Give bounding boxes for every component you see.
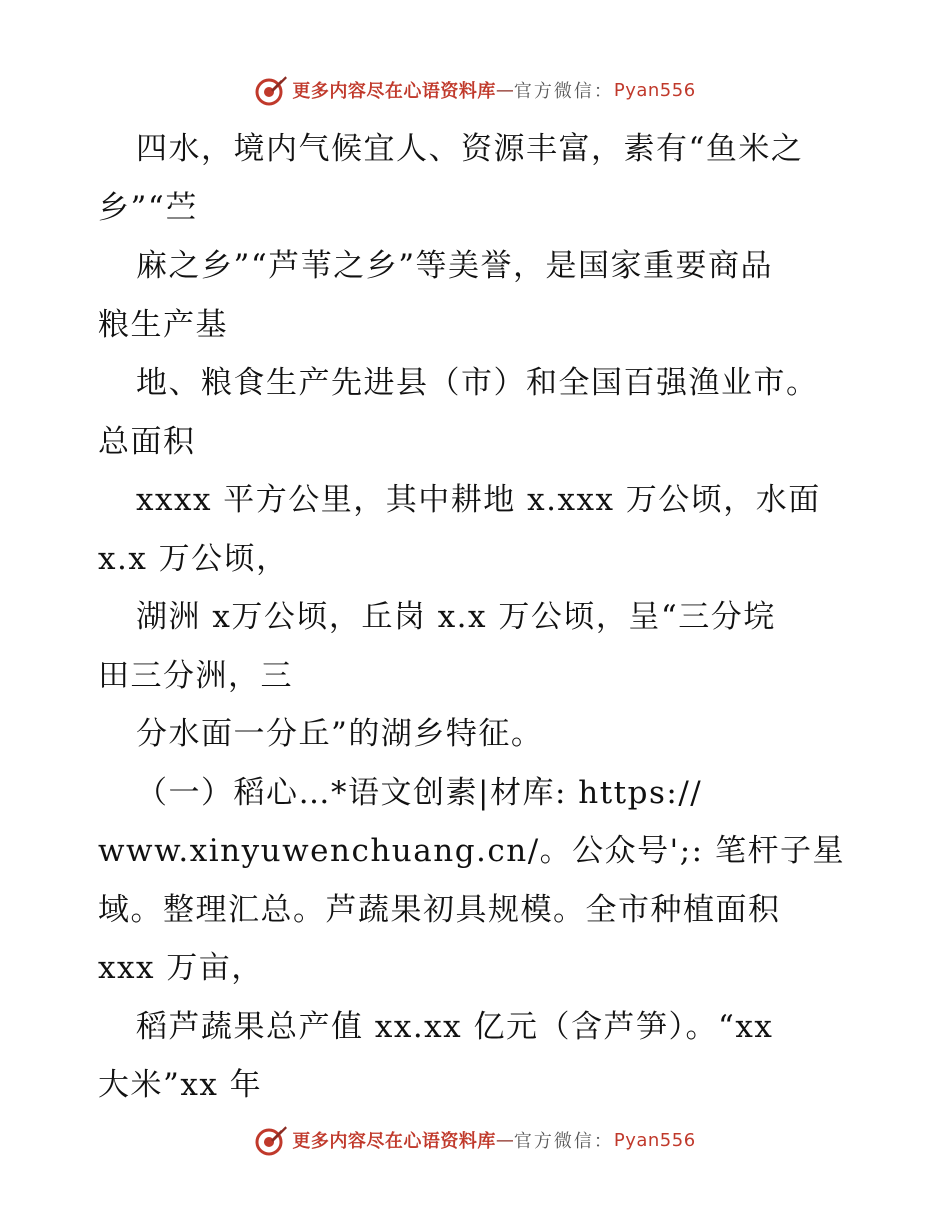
watermark-official-label: 官方微信： (513, 81, 614, 102)
text-line: 稻芦蔬果总产值 xx.xx 亿元（含芦笋）。“xx (136, 1008, 774, 1045)
text-line: 湖洲 x万公顷，丘岗 x.x 万公顷，呈“三分垸 (136, 599, 776, 635)
text-line: x.x 万公顷， (98, 540, 289, 577)
watermark-site-text: 更多内容尽在心语资料库 (292, 81, 496, 102)
text-line: 乡”“苎 (98, 189, 198, 226)
watermark-wechat-id: Pyan556 (613, 1129, 696, 1151)
text-line: 总面积 (98, 423, 196, 460)
header-watermark (0, 70, 950, 110)
watermark-dash: — (495, 79, 514, 101)
footer-watermark (0, 1120, 950, 1160)
text-line: 分水面一分丘”的湖乡特征。 (136, 716, 544, 752)
watermark-wechat-id: Pyan556 (613, 79, 696, 101)
text-line: 域。整理汇总。芦蔬果初具规模。全市种植面积 (98, 891, 781, 928)
text-line: 大米”xx 年 (98, 1067, 263, 1103)
text-line: xxxx 平方公里，其中耕地 x.xxx 万公顷，水面 (136, 482, 821, 518)
pen-logo-icon (254, 73, 288, 107)
watermark-official-label: 官方微信： (513, 1131, 614, 1152)
text-line: 地、粮食生产先进县（市）和全国百强渔业市。 (136, 365, 819, 401)
text-line: xxx 万亩， (98, 950, 264, 986)
document-body (98, 120, 858, 1115)
watermark-dash: — (495, 1129, 514, 1151)
text-line: 田三分洲，三 (98, 657, 293, 694)
text-line: 粮生产基 (98, 306, 228, 343)
text-line: 四水，境内气候宜人、资源丰富，素有“鱼米之 (136, 131, 804, 167)
text-line: （一）稻心…*语文创素|材库: https:// (136, 774, 703, 811)
text-line: www.xinyuwenchuang.cn/。公众号';: 笔杆子星 (98, 833, 845, 869)
pen-logo-icon (254, 1123, 288, 1157)
watermark-site-text: 更多内容尽在心语资料库 (292, 1131, 496, 1152)
text-line: 麻之乡”“芦苇之乡”等美誉，是国家重要商品 (136, 248, 774, 284)
